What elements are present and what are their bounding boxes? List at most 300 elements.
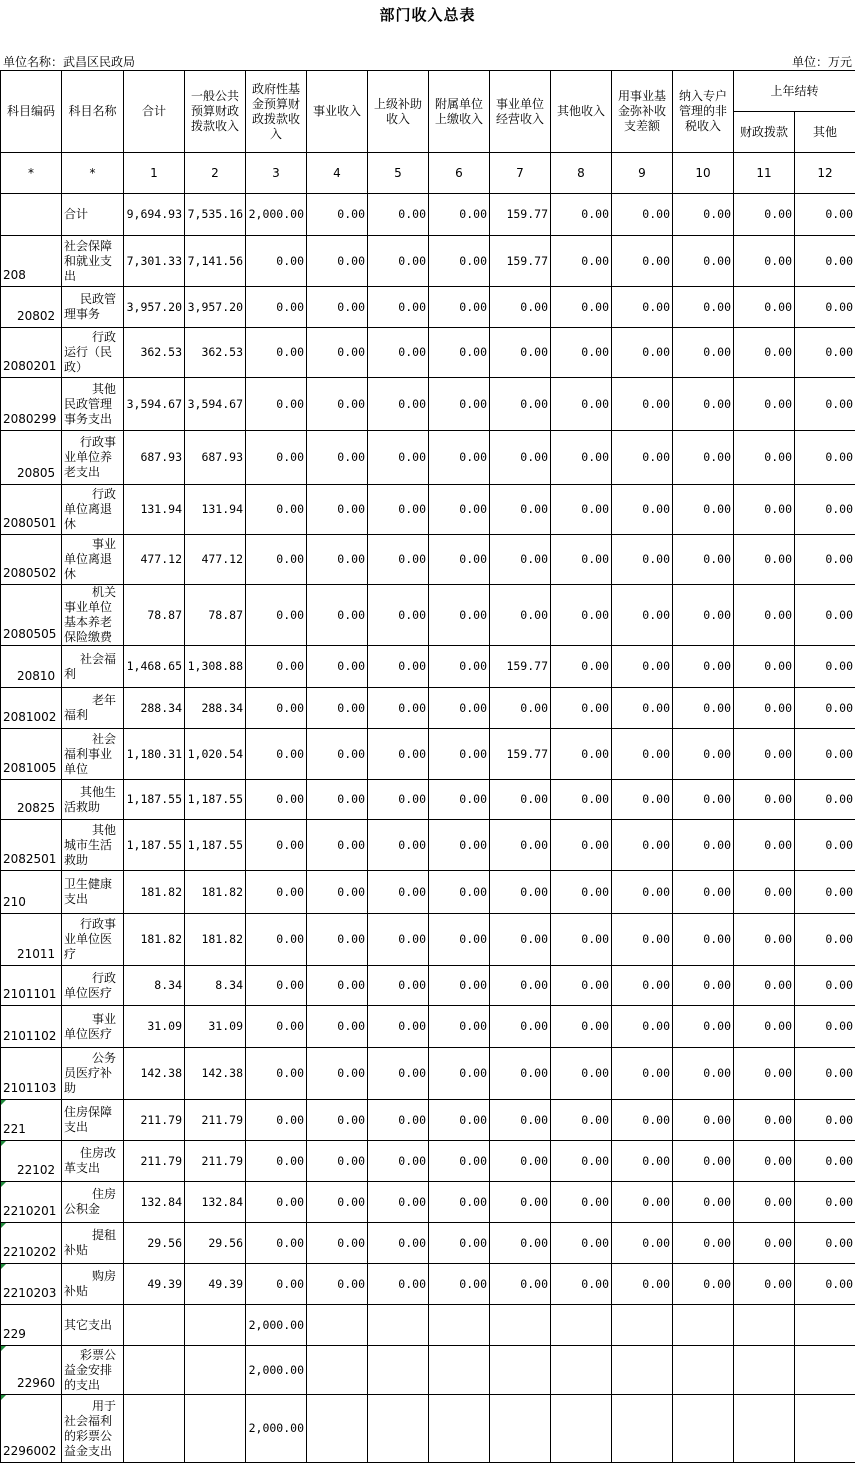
cell-value: 0.00	[246, 871, 307, 914]
cell-name: 其他民政管理事务支出	[62, 378, 124, 431]
cell-value	[612, 1346, 673, 1395]
cell-value	[551, 1305, 612, 1346]
cell-value: 0.00	[795, 585, 855, 646]
header-carry-fiscal: 财政拨款	[734, 112, 795, 153]
cell-value: 0.00	[307, 820, 368, 871]
cell-value: 1,180.31	[124, 729, 185, 780]
cell-value: 0.00	[307, 1182, 368, 1223]
cell-value	[124, 1395, 185, 1463]
cell-value	[185, 1305, 246, 1346]
cell-value: 0.00	[246, 431, 307, 485]
table-row	[1, 1264, 855, 1305]
column-number-row	[1, 153, 855, 194]
cell-value: 0.00	[368, 688, 429, 729]
cell-value: 0.00	[734, 1182, 795, 1223]
cell-name: 其它支出	[62, 1305, 124, 1346]
cell-value: 0.00	[307, 780, 368, 820]
cell-value: 0.00	[246, 1264, 307, 1305]
cell-value: 0.00	[368, 1223, 429, 1264]
cell-value: 0.00	[673, 966, 734, 1006]
cell-value: 2,000.00	[246, 1395, 307, 1463]
cell-value: 0.00	[734, 1006, 795, 1048]
cell-value: 0.00	[429, 1006, 490, 1048]
cell-code: 2081002	[1, 688, 62, 729]
cell-value	[307, 1395, 368, 1463]
cell-value: 0.00	[490, 914, 551, 966]
cell-name: 卫生健康支出	[62, 871, 124, 914]
column-number: 3	[246, 153, 307, 194]
cell-code: 20802	[1, 287, 62, 328]
cell-value: 0.00	[307, 236, 368, 287]
cell-value: 0.00	[368, 871, 429, 914]
cell-value: 0.00	[429, 485, 490, 535]
cell-value: 0.00	[734, 236, 795, 287]
cell-value: 0.00	[551, 646, 612, 688]
table-row	[1, 820, 855, 871]
cell-value: 0.00	[307, 1223, 368, 1264]
cell-value: 0.00	[490, 1223, 551, 1264]
cell-value: 78.87	[185, 585, 246, 646]
cell-name: 社会福利	[62, 646, 124, 688]
cell-value: 0.00	[734, 688, 795, 729]
cell-value: 0.00	[490, 328, 551, 378]
cell-value	[673, 1395, 734, 1463]
cell-value: 7,301.33	[124, 236, 185, 287]
cell-name: 其他生活救助	[62, 780, 124, 820]
cell-code: 2101102	[1, 1006, 62, 1048]
cell-value: 0.00	[673, 820, 734, 871]
header-affiliated: 附属单位上缴收入	[429, 71, 490, 153]
cell-value: 29.56	[185, 1223, 246, 1264]
column-number: 6	[429, 153, 490, 194]
cell-value: 2,000.00	[246, 194, 307, 236]
cell-name: 其他城市生活救助	[62, 820, 124, 871]
cell-value: 0.00	[429, 646, 490, 688]
cell-value: 0.00	[429, 328, 490, 378]
table-row	[1, 194, 855, 236]
cell-value: 1,020.54	[185, 729, 246, 780]
cell-value: 1,308.88	[185, 646, 246, 688]
cell-code: 2080201	[1, 328, 62, 378]
cell-value: 0.00	[795, 287, 855, 328]
cell-value: 0.00	[795, 328, 855, 378]
cell-code: 2080505	[1, 585, 62, 646]
cell-value: 31.09	[185, 1006, 246, 1048]
cell-value: 0.00	[551, 485, 612, 535]
cell-value: 0.00	[673, 1182, 734, 1223]
cell-value: 0.00	[612, 1048, 673, 1100]
cell-value: 159.77	[490, 236, 551, 287]
cell-value: 0.00	[490, 1048, 551, 1100]
cell-value	[368, 1346, 429, 1395]
cell-value: 0.00	[551, 236, 612, 287]
cell-value	[795, 1305, 855, 1346]
cell-value	[490, 1305, 551, 1346]
cell-value: 0.00	[612, 485, 673, 535]
cell-name: 住房改革支出	[62, 1141, 124, 1182]
column-number: *	[62, 153, 124, 194]
cell-value: 0.00	[490, 966, 551, 1006]
page-title: 部门收入总表	[0, 0, 855, 31]
cell-value: 0.00	[307, 1006, 368, 1048]
cell-code: 2081005	[1, 729, 62, 780]
table-row	[1, 871, 855, 914]
cell-value: 0.00	[734, 194, 795, 236]
cell-value: 0.00	[612, 1100, 673, 1141]
cell-name: 行政单位离退休	[62, 485, 124, 535]
column-number: 11	[734, 153, 795, 194]
cell-value: 3,957.20	[185, 287, 246, 328]
cell-value: 0.00	[307, 485, 368, 535]
cell-value: 0.00	[368, 966, 429, 1006]
cell-value: 0.00	[429, 236, 490, 287]
cell-value: 0.00	[246, 1006, 307, 1048]
cell-value: 9,694.93	[124, 194, 185, 236]
cell-value: 0.00	[551, 431, 612, 485]
cell-value: 0.00	[612, 236, 673, 287]
cell-value: 0.00	[795, 871, 855, 914]
cell-value: 0.00	[246, 1141, 307, 1182]
cell-value	[734, 1305, 795, 1346]
cell-value: 1,468.65	[124, 646, 185, 688]
cell-value: 0.00	[612, 535, 673, 585]
cell-value: 0.00	[368, 1141, 429, 1182]
cell-value: 0.00	[429, 729, 490, 780]
header-superior: 上级补助收入	[368, 71, 429, 153]
cell-value: 0.00	[246, 1223, 307, 1264]
table-row	[1, 914, 855, 966]
cell-value	[490, 1395, 551, 1463]
cell-value: 0.00	[429, 194, 490, 236]
cell-value: 0.00	[429, 1264, 490, 1305]
header-business: 事业收入	[307, 71, 368, 153]
cell-value: 0.00	[795, 431, 855, 485]
cell-value: 0.00	[429, 1048, 490, 1100]
cell-value: 0.00	[734, 966, 795, 1006]
cell-value: 0.00	[551, 1100, 612, 1141]
table-row	[1, 378, 855, 431]
cell-value: 0.00	[246, 236, 307, 287]
table-row	[1, 1100, 855, 1141]
cell-value: 0.00	[612, 328, 673, 378]
cell-name: 行政单位医疗	[62, 966, 124, 1006]
cell-value: 0.00	[368, 287, 429, 328]
cell-name: 彩票公益金安排的支出	[62, 1346, 124, 1395]
cell-value: 0.00	[551, 1223, 612, 1264]
cell-value: 0.00	[368, 914, 429, 966]
cell-value: 3,957.20	[124, 287, 185, 328]
cell-code: 2080501	[1, 485, 62, 535]
cell-name: 购房补贴	[62, 1264, 124, 1305]
cell-name: 合计	[62, 194, 124, 236]
cell-value: 7,535.16	[185, 194, 246, 236]
cell-value: 0.00	[612, 1141, 673, 1182]
cell-value	[551, 1346, 612, 1395]
cell-value: 0.00	[673, 287, 734, 328]
column-number: 5	[368, 153, 429, 194]
cell-value: 0.00	[490, 1006, 551, 1048]
cell-value: 31.09	[124, 1006, 185, 1048]
cell-value: 0.00	[246, 328, 307, 378]
cell-value: 0.00	[612, 729, 673, 780]
cell-code: 2210201	[1, 1182, 62, 1223]
table-row	[1, 646, 855, 688]
cell-value: 0.00	[551, 378, 612, 431]
cell-value: 0.00	[795, 1100, 855, 1141]
cell-name: 行政运行（民政）	[62, 328, 124, 378]
cell-value: 0.00	[429, 871, 490, 914]
header-special: 纳入专户管理的非税收入	[673, 71, 734, 153]
column-number: 9	[612, 153, 673, 194]
cell-value	[551, 1395, 612, 1463]
cell-value: 0.00	[795, 688, 855, 729]
cell-value: 78.87	[124, 585, 185, 646]
cell-value: 0.00	[551, 535, 612, 585]
cell-value: 3,594.67	[124, 378, 185, 431]
cell-value: 0.00	[429, 966, 490, 1006]
cell-value: 132.84	[124, 1182, 185, 1223]
cell-value	[368, 1305, 429, 1346]
cell-value: 0.00	[307, 729, 368, 780]
cell-value: 0.00	[368, 485, 429, 535]
cell-code: 2080299	[1, 378, 62, 431]
column-number: 2	[185, 153, 246, 194]
header-total: 合计	[124, 71, 185, 153]
table-row	[1, 688, 855, 729]
cell-code: 20825	[1, 780, 62, 820]
cell-value: 0.00	[307, 287, 368, 328]
cell-value: 0.00	[246, 378, 307, 431]
cell-value: 0.00	[490, 1264, 551, 1305]
cell-value: 0.00	[795, 535, 855, 585]
cell-value: 0.00	[612, 287, 673, 328]
cell-value	[185, 1395, 246, 1463]
cell-value: 0.00	[246, 485, 307, 535]
header-other: 其他收入	[551, 71, 612, 153]
cell-value: 0.00	[551, 1264, 612, 1305]
cell-value: 0.00	[307, 535, 368, 585]
cell-value: 0.00	[551, 1141, 612, 1182]
cell-value: 211.79	[185, 1141, 246, 1182]
cell-value: 0.00	[795, 780, 855, 820]
cell-value: 1,187.55	[185, 820, 246, 871]
cell-value: 1,187.55	[185, 780, 246, 820]
cell-value: 0.00	[368, 646, 429, 688]
cell-value: 159.77	[490, 194, 551, 236]
cell-value: 181.82	[124, 914, 185, 966]
cell-value: 0.00	[368, 1006, 429, 1048]
cell-value: 8.34	[185, 966, 246, 1006]
cell-value: 0.00	[612, 871, 673, 914]
cell-value: 477.12	[124, 535, 185, 585]
cell-value: 0.00	[673, 871, 734, 914]
cell-value	[734, 1395, 795, 1463]
cell-value: 181.82	[185, 914, 246, 966]
cell-value: 0.00	[490, 688, 551, 729]
cell-code: 2296002	[1, 1395, 62, 1463]
column-number: 1	[124, 153, 185, 194]
cell-value: 0.00	[673, 1141, 734, 1182]
cell-value: 0.00	[551, 1048, 612, 1100]
cell-value	[429, 1305, 490, 1346]
column-number: 4	[307, 153, 368, 194]
header-name: 科目名称	[62, 71, 124, 153]
cell-name: 事业单位离退休	[62, 535, 124, 585]
table-body	[1, 194, 855, 1463]
cell-value: 0.00	[734, 820, 795, 871]
cell-value: 0.00	[307, 871, 368, 914]
cell-value: 0.00	[551, 966, 612, 1006]
header-carry-other: 其他	[795, 112, 855, 153]
table-row	[1, 780, 855, 820]
cell-value: 0.00	[368, 194, 429, 236]
cell-value	[490, 1346, 551, 1395]
cell-value: 0.00	[307, 1048, 368, 1100]
cell-value: 0.00	[246, 688, 307, 729]
cell-value: 0.00	[490, 585, 551, 646]
income-table	[0, 70, 855, 1463]
cell-code: 221	[1, 1100, 62, 1141]
cell-value: 0.00	[551, 585, 612, 646]
table-row	[1, 431, 855, 485]
table-row	[1, 1182, 855, 1223]
cell-name: 民政管理事务	[62, 287, 124, 328]
cell-value: 0.00	[673, 1048, 734, 1100]
table-row	[1, 1346, 855, 1395]
cell-value: 0.00	[612, 431, 673, 485]
cell-value	[368, 1395, 429, 1463]
cell-value: 0.00	[673, 1264, 734, 1305]
cell-value: 0.00	[429, 287, 490, 328]
cell-value: 0.00	[673, 431, 734, 485]
cell-value: 0.00	[795, 1182, 855, 1223]
cell-value: 0.00	[673, 535, 734, 585]
cell-value: 0.00	[734, 485, 795, 535]
cell-value: 0.00	[734, 780, 795, 820]
cell-value: 0.00	[612, 1182, 673, 1223]
cell-value: 0.00	[307, 966, 368, 1006]
cell-value: 0.00	[368, 1048, 429, 1100]
cell-value: 0.00	[307, 585, 368, 646]
column-number: *	[1, 153, 62, 194]
cell-value: 211.79	[124, 1100, 185, 1141]
cell-value: 0.00	[368, 328, 429, 378]
cell-value: 0.00	[368, 729, 429, 780]
cell-code: 2210203	[1, 1264, 62, 1305]
cell-value: 0.00	[307, 688, 368, 729]
cell-value: 0.00	[551, 729, 612, 780]
cell-value: 0.00	[673, 780, 734, 820]
cell-value: 0.00	[429, 1182, 490, 1223]
cell-value: 211.79	[124, 1141, 185, 1182]
cell-value: 0.00	[673, 194, 734, 236]
cell-value: 0.00	[246, 646, 307, 688]
cell-value: 0.00	[246, 1182, 307, 1223]
cell-value: 0.00	[734, 378, 795, 431]
cell-value: 0.00	[368, 1100, 429, 1141]
cell-value	[185, 1346, 246, 1395]
column-number: 12	[795, 153, 855, 194]
cell-code: 229	[1, 1305, 62, 1346]
cell-value: 0.00	[490, 1182, 551, 1223]
cell-value: 0.00	[246, 729, 307, 780]
cell-value: 0.00	[551, 780, 612, 820]
cell-value: 0.00	[673, 688, 734, 729]
cell-value: 0.00	[673, 914, 734, 966]
cell-value	[795, 1395, 855, 1463]
cell-value: 362.53	[124, 328, 185, 378]
table-row	[1, 1141, 855, 1182]
cell-code: 2210202	[1, 1223, 62, 1264]
cell-value: 0.00	[673, 1100, 734, 1141]
cell-value: 0.00	[490, 871, 551, 914]
table-row	[1, 485, 855, 535]
cell-value: 0.00	[368, 780, 429, 820]
cell-value: 0.00	[795, 966, 855, 1006]
cell-value: 0.00	[490, 1141, 551, 1182]
cell-value	[307, 1305, 368, 1346]
cell-value: 131.94	[124, 485, 185, 535]
cell-name: 事业单位医疗	[62, 1006, 124, 1048]
cell-value: 0.00	[734, 1223, 795, 1264]
header-fund-gap: 用事业基金弥补收支差额	[612, 71, 673, 153]
cell-value: 0.00	[795, 820, 855, 871]
cell-value: 0.00	[490, 820, 551, 871]
cell-value: 687.93	[185, 431, 246, 485]
cell-value: 0.00	[429, 1223, 490, 1264]
cell-value: 7,141.56	[185, 236, 246, 287]
cell-value: 0.00	[307, 646, 368, 688]
cell-value: 29.56	[124, 1223, 185, 1264]
cell-value: 0.00	[551, 871, 612, 914]
cell-value: 0.00	[612, 1006, 673, 1048]
cell-value: 2,000.00	[246, 1305, 307, 1346]
table-row	[1, 1305, 855, 1346]
cell-name: 用于社会福利的彩票公益金支出	[62, 1395, 124, 1463]
cell-value: 0.00	[795, 1264, 855, 1305]
cell-value: 0.00	[795, 1223, 855, 1264]
cell-name: 行政事业单位养老支出	[62, 431, 124, 485]
cell-value: 0.00	[551, 194, 612, 236]
cell-value: 49.39	[124, 1264, 185, 1305]
cell-value: 0.00	[612, 688, 673, 729]
cell-code: 2101103	[1, 1048, 62, 1100]
cell-value: 0.00	[795, 236, 855, 287]
cell-value: 0.00	[734, 1100, 795, 1141]
cell-value: 0.00	[246, 1048, 307, 1100]
header-carryover: 上年结转	[734, 71, 855, 112]
cell-value: 0.00	[795, 914, 855, 966]
cell-value: 687.93	[124, 431, 185, 485]
cell-value: 0.00	[551, 287, 612, 328]
cell-value: 0.00	[673, 378, 734, 431]
cell-value: 0.00	[673, 646, 734, 688]
cell-value: 0.00	[429, 378, 490, 431]
unit-label: 单位：万元	[792, 53, 852, 71]
cell-value: 142.38	[124, 1048, 185, 1100]
header-general: 一般公共预算财政拨款收入	[185, 71, 246, 153]
cell-value: 0.00	[368, 431, 429, 485]
cell-value: 288.34	[124, 688, 185, 729]
cell-value: 2,000.00	[246, 1346, 307, 1395]
cell-value	[612, 1305, 673, 1346]
cell-value: 0.00	[612, 646, 673, 688]
cell-value	[429, 1346, 490, 1395]
cell-value: 0.00	[307, 914, 368, 966]
cell-value: 0.00	[429, 431, 490, 485]
cell-value: 0.00	[734, 287, 795, 328]
table-row	[1, 1006, 855, 1048]
